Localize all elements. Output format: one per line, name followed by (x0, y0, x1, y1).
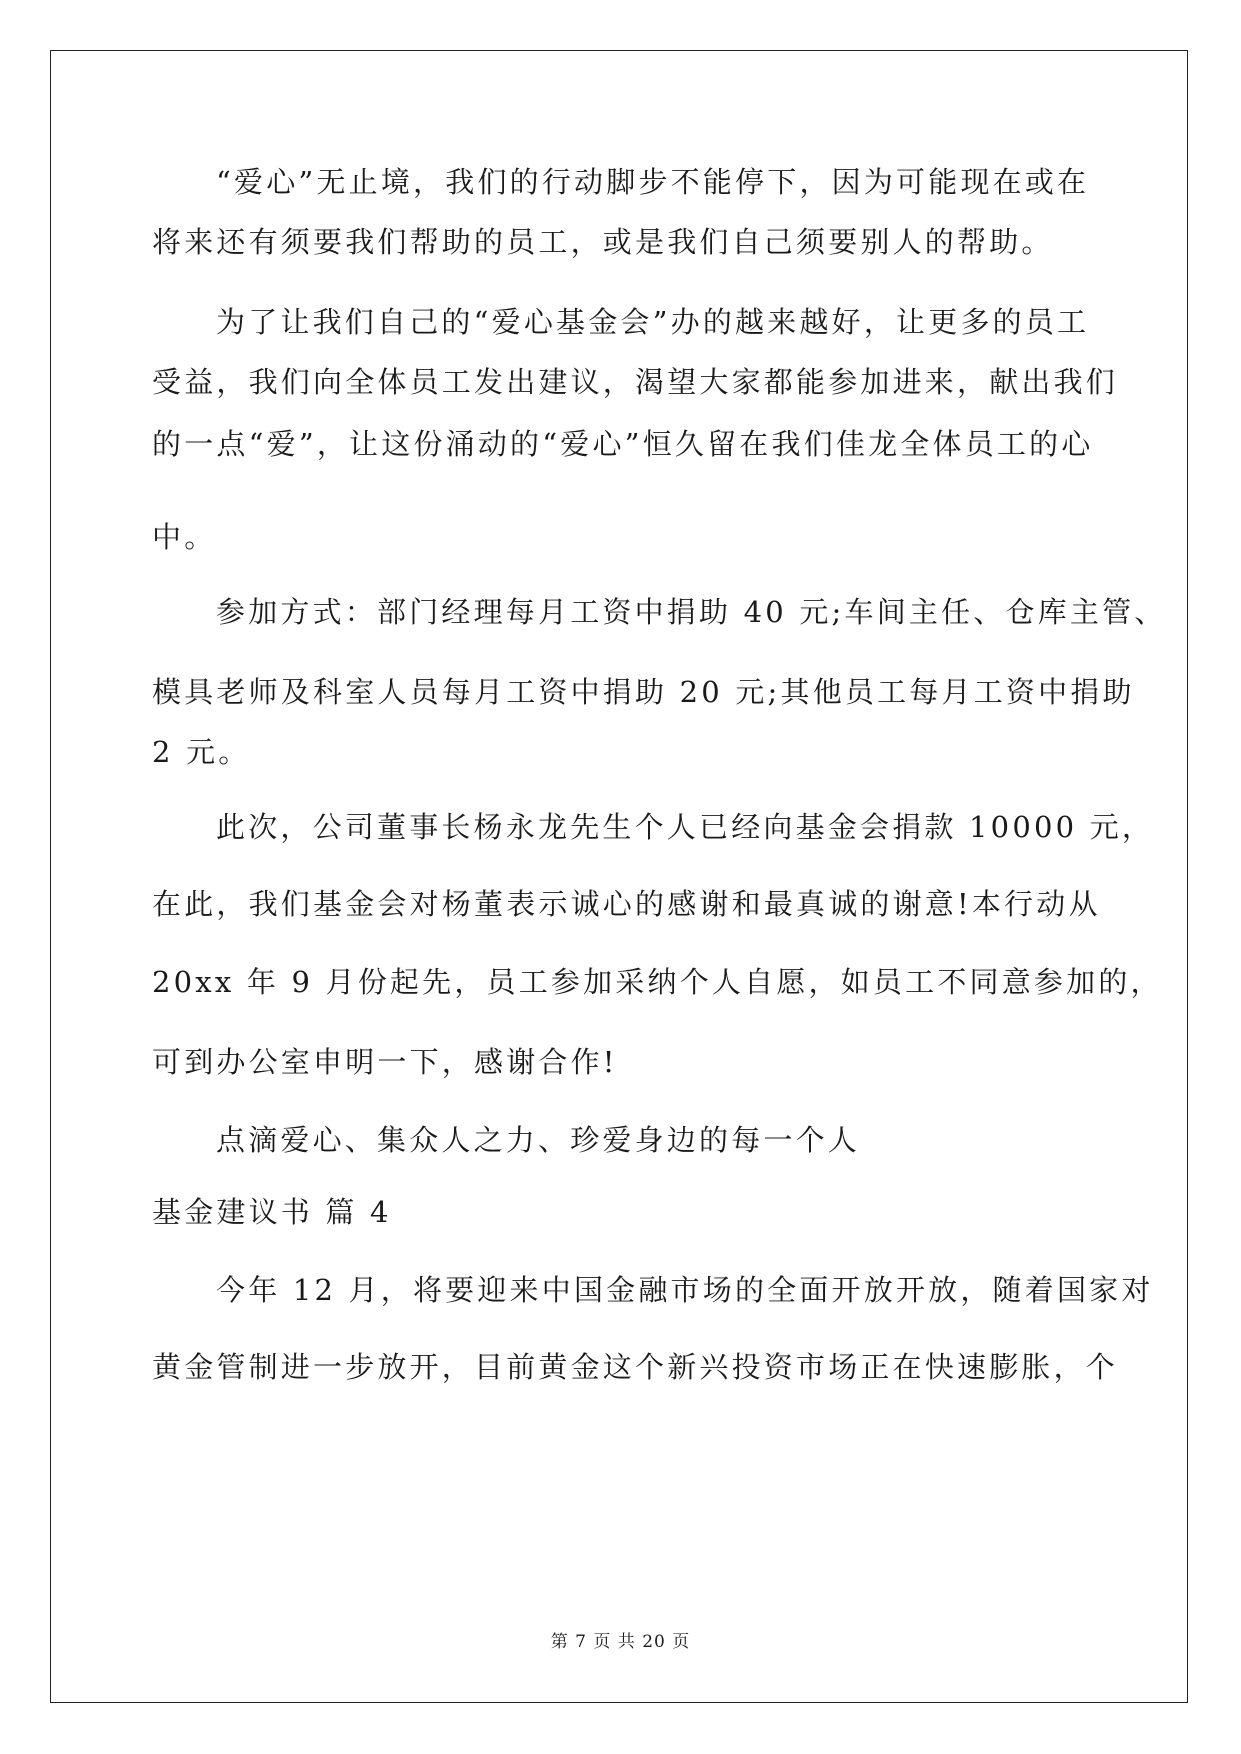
section-heading: 基金建议书 篇 4 (152, 1195, 392, 1229)
paragraph-line: 参加方式：部门经理每月工资中捐助 40 元;车间主任、仓库主管、 (216, 595, 1167, 629)
paragraph-line: 中。 (152, 520, 217, 554)
paragraph-line: 在此，我们基金会对杨董表示诚心的感谢和最真诚的谢意!本行动从 (152, 887, 1101, 921)
paragraph-line: 的一点“爱”，让这份涌动的“爱心”恒久留在我们佳龙全体员工的心 (152, 427, 1094, 461)
paragraph-line: 为了让我们自己的“爱心基金会”办的越来越好，让更多的员工 (216, 305, 1090, 339)
page-frame (50, 50, 1188, 1703)
paragraph-line: 受益，我们向全体员工发出建议，渴望大家都能参加进来，献出我们 (152, 365, 1119, 399)
page-number: 第 7 页 共 20 页 (550, 1632, 691, 1652)
paragraph-line: 点滴爱心、集众人之力、珍爱身边的每一个人 (216, 1123, 861, 1157)
paragraph-line: 模具老师及科室人员每月工资中捐助 20 元;其他员工每月工资中捐助 (152, 675, 1135, 709)
paragraph-line: 今年 12 月，将要迎来中国金融市场的全面开放开放，随着国家对 (216, 1273, 1154, 1307)
paragraph-line: 可到办公室申明一下，感谢合作! (152, 1045, 618, 1079)
paragraph-line: 20xx 年 9 月份起先，员工参加采纳个人自愿，如员工不同意参加的， (152, 965, 1163, 999)
paragraph-line: “爱心”无止境，我们的行动脚步不能停下，因为可能现在或在 (216, 165, 1090, 199)
paragraph-line: 黄金管制进一步放开，目前黄金这个新兴投资市场正在快速膨胀，个 (152, 1350, 1119, 1384)
paragraph-line: 此次，公司董事长杨永龙先生个人已经向基金会捐款 10000 元， (216, 810, 1155, 844)
paragraph-line: 将来还有须要我们帮助的员工，或是我们自己须要别人的帮助。 (152, 225, 1054, 259)
paragraph-line: 2 元。 (152, 735, 251, 769)
